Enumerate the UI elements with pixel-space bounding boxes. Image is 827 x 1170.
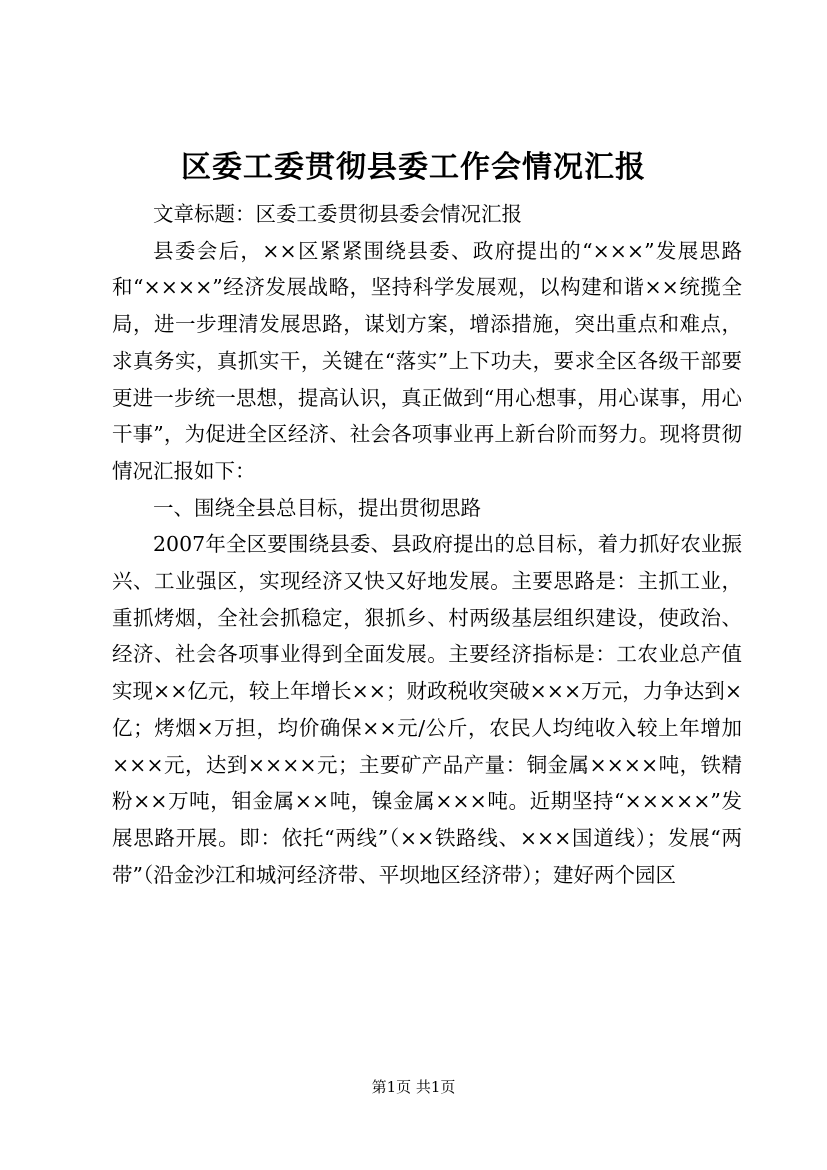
intro-paragraph: 县委会后，××区紧紧围绕县委、政府提出的“×××”发展思路和“××××”经济发展战略，坚持科学发展观，以构建和谐××统揽全局，进一步理清发展思路，谋划方案，增添措施，突出重点和难点，求真务实，真抓实干，关键在“落实”上下功夫，要求全区各级干部要更进一步统一思想，提高认识，真正做到“用心想事，用心谋事，用心干事”，为促进全区经济、社会各项事业再上新台阶而努力。现将贯彻情况汇报如下： (112, 238, 742, 483)
page-number-footer: 第1页 共1页 (371, 1078, 456, 1096)
article-title-line: 文章标题：区委工委贯彻县委会情况汇报 (153, 202, 522, 226)
document-body (112, 196, 742, 893)
section-heading: 一、围绕全县总目标，提出贯彻思路 (153, 495, 481, 520)
document-title: 区委工委贯彻县委工作会情况汇报 (181, 150, 646, 185)
body-paragraph: 2007年全区要围绕县委、县政府提出的总目标，着力抓好农业振兴、工业强区，实现经济又快又好地发展。主要思路是：主抓工业，重抓烤烟，全社会抓稳定，狠抓乡、村两级基层组织建设，使政治、经济、社会各项事业得到全面发展。主要经济指标是：工农业总产值实现××亿元，较上年增长××；财政税收突破×××万元，力争达到×亿；烤烟×万担，均价确保××元/公斤，农民人均纯收入较上年增加×××元，达到××××元；主要矿产品产量：铜金属××××吨，铁精粉××万吨，钼金属××吨，镍金属×××吨。近期坚持“×××××”发展思路开展。即：依托“两线”（××铁路线、×××国道线）；发展“两带”（沿金沙江和城河经济带、平坝地区经济带）；建好两个园区 (112, 532, 742, 887)
